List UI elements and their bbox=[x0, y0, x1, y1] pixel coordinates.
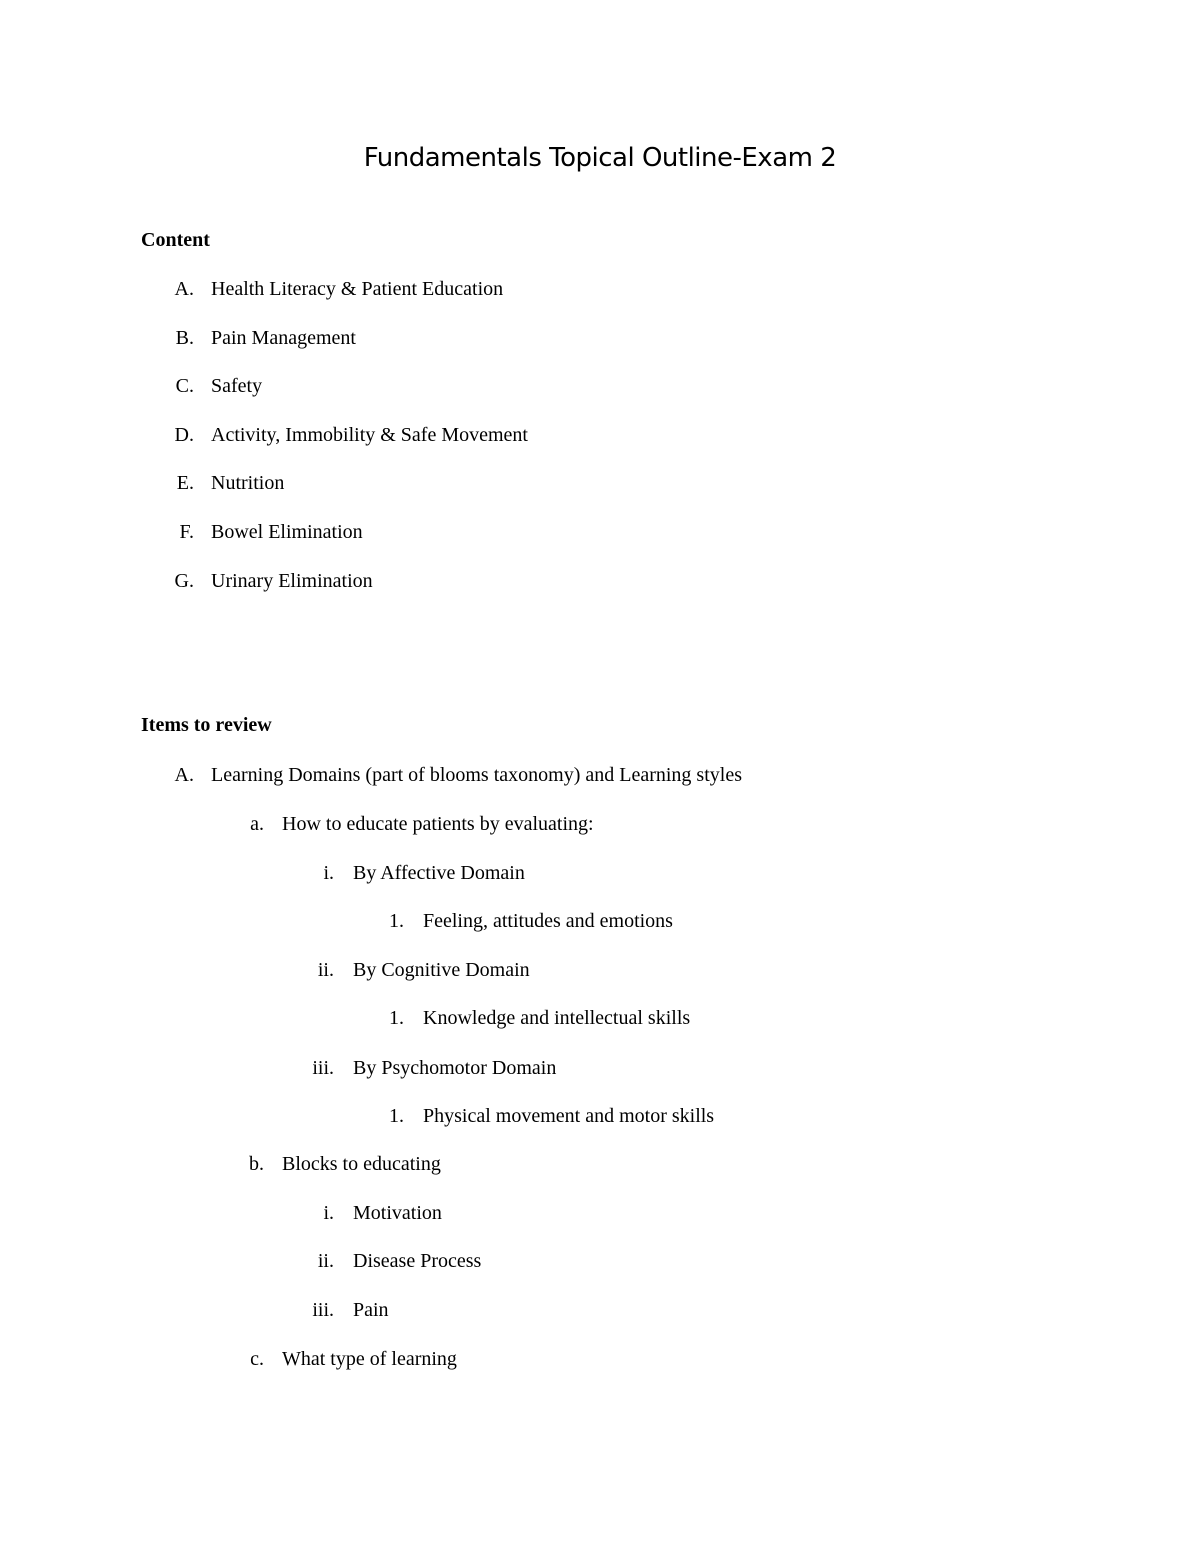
list-item-text: Motivation bbox=[353, 1202, 442, 1224]
list-item-text: What type of learning bbox=[282, 1348, 457, 1370]
list-item-text: Nutrition bbox=[211, 472, 285, 494]
list-item-text: Pain Management bbox=[211, 327, 356, 349]
list-item-text: Feeling, attitudes and emotions bbox=[423, 910, 673, 932]
list-item-text: Safety bbox=[211, 375, 263, 397]
list-item-text: Pain bbox=[353, 1299, 389, 1321]
list-marker: C. bbox=[175, 375, 194, 397]
list-marker: A. bbox=[174, 278, 194, 300]
list-marker: 1. bbox=[389, 1007, 404, 1029]
list-marker: 1. bbox=[389, 1105, 404, 1127]
list-marker: i. bbox=[323, 862, 334, 884]
list-marker: iii. bbox=[312, 1299, 334, 1321]
list-item-text: Disease Process bbox=[353, 1250, 482, 1272]
list-marker: i. bbox=[323, 1202, 334, 1224]
list-item-text: Activity, Immobility & Safe Movement bbox=[211, 424, 528, 446]
list-item-text: Bowel Elimination bbox=[211, 521, 363, 543]
list-item-text: Learning Domains (part of blooms taxonomy) and Learning styles bbox=[211, 764, 742, 786]
list-marker: a. bbox=[250, 813, 264, 835]
list-marker: b. bbox=[249, 1153, 264, 1175]
list-marker: ii. bbox=[317, 1250, 334, 1272]
list-item-text: By Cognitive Domain bbox=[353, 959, 530, 981]
list-item-text: By Affective Domain bbox=[353, 862, 525, 884]
review-heading: Items to review bbox=[141, 714, 272, 736]
content-heading: Content bbox=[141, 229, 210, 251]
list-marker: A. bbox=[174, 764, 194, 786]
list-item-text: Blocks to educating bbox=[282, 1153, 441, 1175]
list-marker: D. bbox=[174, 424, 194, 446]
list-marker: G. bbox=[174, 570, 194, 592]
list-marker: c. bbox=[250, 1348, 264, 1370]
list-item-text: Physical movement and motor skills bbox=[423, 1105, 715, 1127]
list-item-text: Knowledge and intellectual skills bbox=[423, 1007, 691, 1029]
list-item-text: How to educate patients by evaluating: bbox=[282, 813, 594, 835]
list-marker: ii. bbox=[317, 959, 334, 981]
document-title: Fundamentals Topical Outline-Exam 2 bbox=[363, 143, 837, 173]
list-item-text: Health Literacy & Patient Education bbox=[211, 278, 504, 300]
list-marker: F. bbox=[179, 521, 194, 543]
list-item-text: By Psychomotor Domain bbox=[353, 1057, 557, 1079]
list-marker: E. bbox=[176, 472, 194, 494]
list-marker: 1. bbox=[389, 910, 404, 932]
list-marker: iii. bbox=[312, 1057, 334, 1079]
list-marker: B. bbox=[175, 327, 194, 349]
list-item-text: Urinary Elimination bbox=[211, 570, 373, 592]
